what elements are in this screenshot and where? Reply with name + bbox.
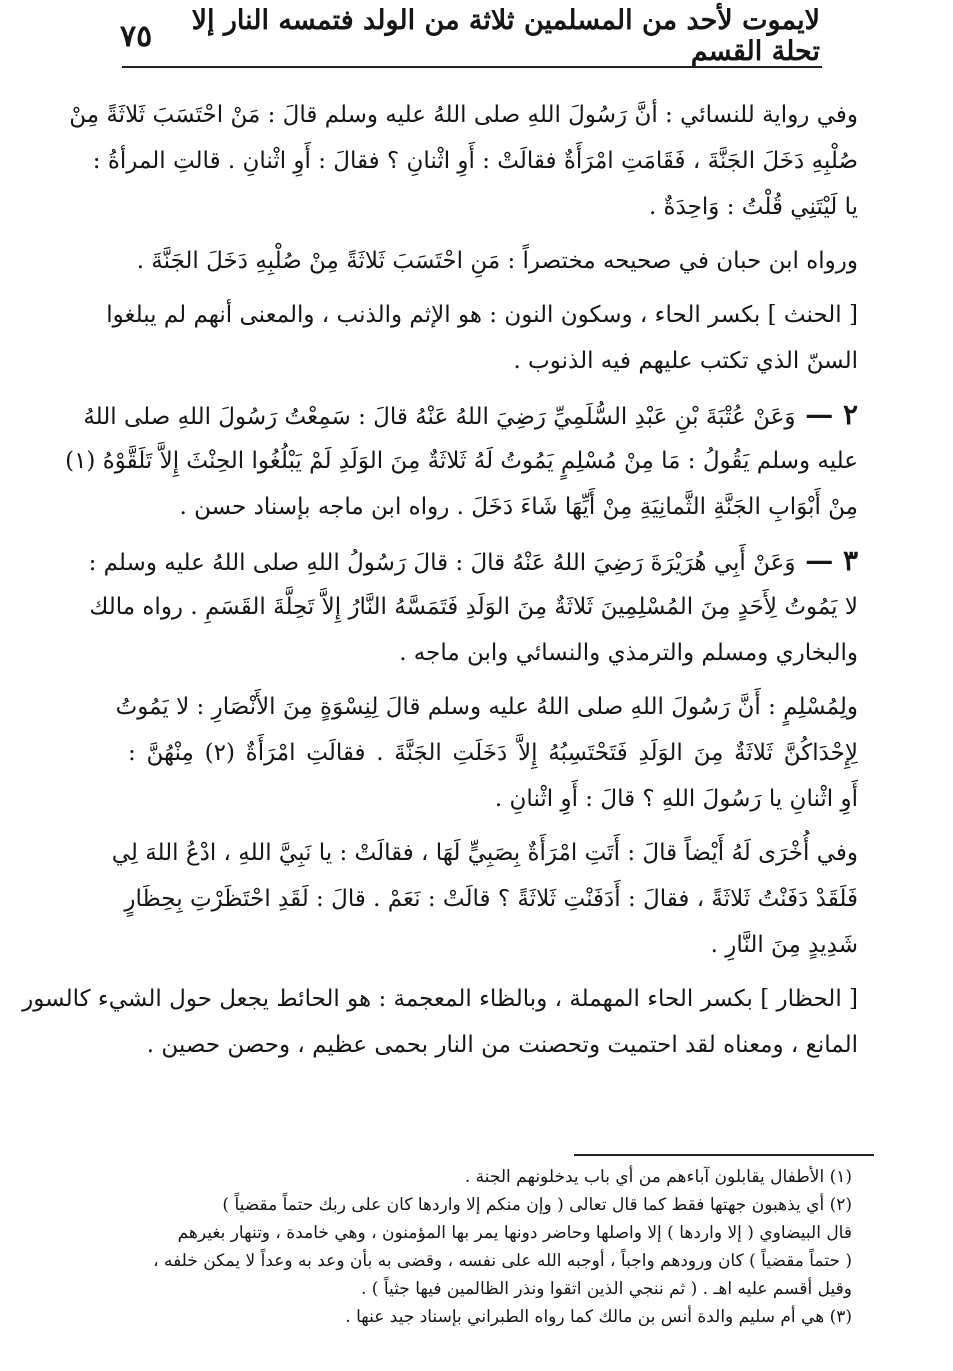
text-line: يا لَيْتَنِي قُلْتُ : وَاحِدَةٌ . — [648, 194, 858, 220]
text-line: وفي رواية للنسائي : أنَّ رَسُولَ اللهِ صلى اللهُ عليه وسلم قالَ : مَنْ احْتَسَبَ ثَلاثَةً مِنْ — [69, 102, 858, 128]
paragraph-nasai-narration — [69, 92, 858, 230]
main-text — [22, 92, 858, 1076]
paragraph-muslim-narration — [115, 684, 858, 822]
running-header — [120, 5, 820, 67]
paragraph-ibn-hibban — [128, 238, 858, 284]
hadith-number: ٣ — — [795, 544, 858, 577]
footnote-line: (٢) أي يذهبون جهتها فقط كما قال تعالى ( وإن منكم إلا واردها كان على ربك حتماً مقضياً ) — [222, 1195, 852, 1215]
footnote-line: ( حتماً مقضياً ) كان ورودهم واجباً ، أوجبه الله على نفسه ، وقضى به بأن وعد به وعداً لا يمكن خلفه ، — [153, 1251, 852, 1271]
text-line: ورواه ابن حبان في صحيحه مختصراً : مَنِ احْتَسَبَ ثَلاثَةً مِنْ صُلْبِهِ دَخَلَ الجَنَّةَ . — [136, 248, 858, 274]
text-line: المانع ، ومعناه لقد احتميت وتحصنت من النار بحمى عظيم ، وحصن حصين . — [146, 1032, 858, 1058]
text-line: السنّ الذي تكتب عليهم فيه الذنوب . — [513, 348, 858, 374]
text-line: صُلْبِهِ دَخَلَ الجَنَّةَ ، فَقَامَتِ امْرَأَةٌ فقالَتْ : أَوِ اثْنانِ ؟ فقالَ : أَوِ اثْنانِ . قالتِ المرأةُ : — [92, 148, 858, 174]
paragraph-hizar-gloss — [22, 976, 858, 1068]
paragraph-other-narration — [111, 830, 858, 968]
hadith-2 — [65, 392, 858, 530]
paragraph-hinth-gloss — [106, 292, 858, 384]
footnotes — [128, 1163, 852, 1331]
text-line: ٣ — وَعَنْ أَبِي هُرَيْرَةَ رَضِيَ اللهُ عَنْهُ قالَ : قالَ رَسُولُ اللهِ صلى اللهُ عليه وسلم : — [88, 544, 858, 577]
text-line: ولِمُسْلِمٍ : أَنَّ رَسُولَ اللهِ صلى اللهُ عليه وسلم قالَ لِنِسْوَةٍ مِنَ الأَنْصَارِ : لا يَمُوتُ — [115, 694, 858, 720]
footnote-line: (١) الأطفال يقابلون آباءهم من أي باب يدخلونهم الجنة . — [464, 1167, 852, 1187]
text-line: لِإِحْدَاكُنَّ ثَلاثَةٌ مِنَ الوَلَدِ فَتَحْتَسِبُهُ إِلاَّ دَخَلَتِ الجَنَّةَ . فقالَتِ امْرَأَةٌ (٢) مِنْهُنَّ : — [128, 740, 858, 766]
text-line: مِنْ أَبْوَابِ الجَنَّةِ الثَّمانِيَةِ مِنْ أَيِّهَا شَاءَ دَخَلَ . رواه ابن ماجه بإسناد حسن . — [179, 494, 858, 520]
hadith-number: ٢ — — [795, 398, 858, 431]
text-line: [ الحظار ] بكسر الحاء المهملة ، وبالظاء المعجمة : هو الحائط يجعل حول الشيء كالسور — [22, 986, 858, 1012]
footnote-line: قال البيضاوي ( إلا واردها ) إلا واصلها وحاضر دونها يمر بها المؤمنون ، وهي خامدة ، وتنهار بغيرهم — [177, 1223, 852, 1243]
text-line: والبخاري ومسلم والترمذي والنسائي وابن ماجه . — [399, 640, 858, 666]
text-line: [ الحنث ] بكسر الحاء ، وسكون النون : هو الإثم والذنب ، والمعنى أنهم لم يبلغوا — [106, 302, 858, 328]
footnote-line: وقيل أقسم عليه اهـ . ( ثم ننجي الذين اتقوا ونذر الظالمين فيها جثياً ) . — [361, 1279, 852, 1299]
page-number: ٧٥ — [120, 18, 153, 54]
text-line: أَوِ اثْنانِ يا رَسُولَ اللهِ ؟ قالَ : أَوِ اثْنانِ . — [494, 786, 858, 812]
header-title: لايموت لأحد من المسلمين ثلاثة من الولد فتمسه النار إلا تحلة القسم — [191, 5, 820, 67]
text-line: فَلَقَدْ دَفَنْتُ ثَلاثَةً ، فقالَ : أَدَفَنْتِ ثَلاثَةً ؟ قالَتْ : نَعَمْ . قالَ : لَقَدِ احْتَظَرْتِ بِحِظَارٍ — [124, 886, 858, 912]
footnote-line: (٣) هي أم سليم والدة أنس بن مالك كما رواه الطبراني بإسناد جيد عنها . — [345, 1307, 852, 1327]
text-line: لا يَمُوتُ لِأَحَدٍ مِنَ المُسْلِمِينَ ثَلاثَةٌ مِنَ الوَلَدِ فَتَمَسَّهُ النَّارُ إِلاَّ تَحِلَّةَ القَسَمِ . رواه مالك — [89, 594, 858, 620]
text-line: ٢ — وَعَنْ عُتْبَةَ بْنِ عَبْدِ السُّلَمِيِّ رَضِيَ اللهُ عَنْهُ قالَ : سَمِعْتُ رَسُولَ اللهِ صلى اللهُ — [83, 398, 858, 431]
footnote-divider — [574, 1154, 874, 1156]
hadith-3 — [88, 538, 858, 676]
text-line: وفي أُخْرَى لَهُ أَيْضاً قالَ : أَتَتِ امْرَأَةٌ بِصَبِيٍّ لَهَا ، فقالَتْ : يا نَبِيَّ اللهِ ، ادْعُ اللهَ لِي — [111, 840, 858, 866]
text-line: عليه وسلم يَقُولُ : مَا مِنْ مُسْلِمٍ يَمُوتُ لَهُ ثَلاثَةٌ مِنَ الوَلَدِ لَمْ يَبْلُغُوا الحِنْثَ إِلاَّ تَلَقَّوْهُ (١) — [65, 448, 858, 474]
header-divider — [122, 66, 822, 68]
text-line: شَدِيدٍ مِنَ النَّارِ . — [710, 932, 858, 958]
